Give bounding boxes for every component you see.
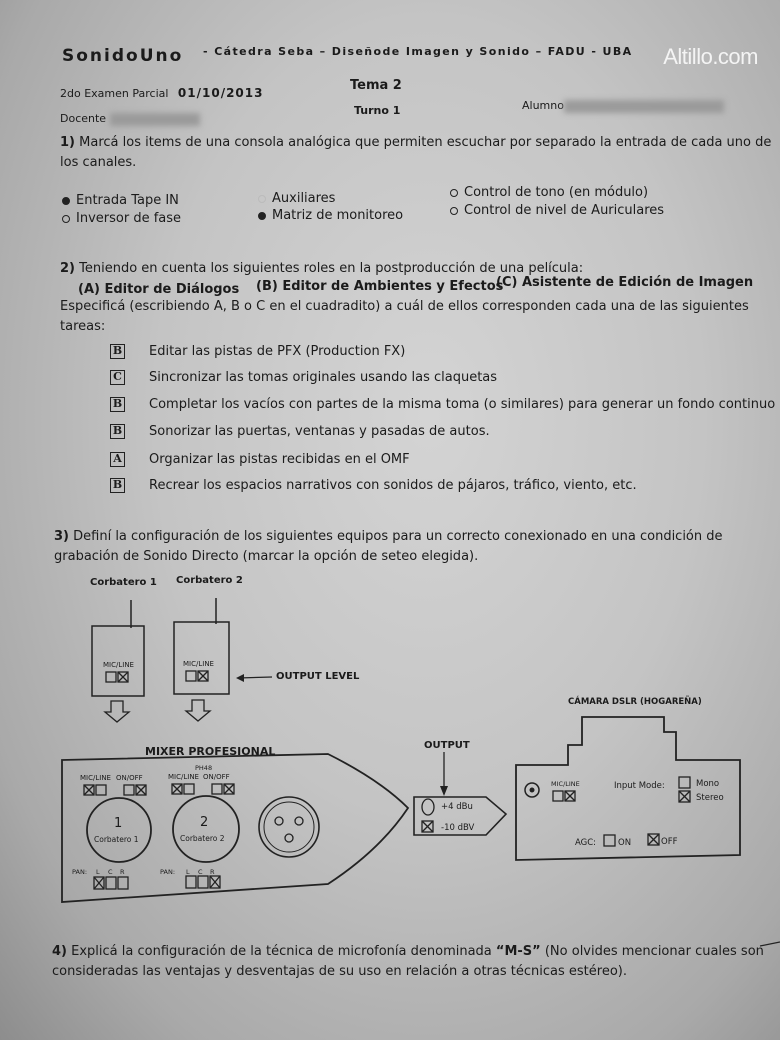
output-level-label: OUTPUT LEVEL: [276, 671, 360, 682]
tema: Tema 2: [350, 78, 402, 93]
svg-text:ON/OFF: ON/OFF: [203, 773, 230, 781]
answer-box[interactable]: A: [110, 452, 125, 467]
corbatero-1-label: Corbatero 1: [90, 577, 157, 588]
q1-option-inversor-fase[interactable]: Inversor de fase: [62, 211, 181, 226]
turno: Turno 1: [354, 104, 401, 117]
q1-option-control-tono[interactable]: Control de tono (en módulo): [450, 185, 648, 200]
role-c: (C) Asistente de Edición de Imagen: [496, 275, 754, 290]
svg-text:MIC/LINE: MIC/LINE: [103, 661, 134, 669]
checkbox[interactable]: [212, 784, 222, 794]
pan-l[interactable]: [186, 876, 196, 888]
svg-text:PAN:: PAN:: [160, 868, 176, 876]
svg-text:OFF: OFF: [661, 837, 678, 847]
task-row: A Organizar las pistas recibidas en el OMF: [110, 452, 410, 467]
checkbox[interactable]: [96, 785, 106, 795]
svg-text:MIC/LINE: MIC/LINE: [80, 774, 111, 782]
svg-text:PAN:: PAN:: [72, 868, 88, 876]
brand-title: SonidoUno: [62, 46, 184, 66]
svg-text:1: 1: [114, 816, 123, 831]
svg-text:Input Mode:: Input Mode:: [614, 781, 665, 791]
question-1: 1) Marcá los items de una consola analógica que permiten escuchar por separado la entrada de cada uno de los canales.: [60, 135, 772, 170]
exam-label: 2do Examen Parcial 01/10/2013: [60, 86, 264, 100]
svg-text:PH48: PH48: [195, 764, 213, 772]
answer-box[interactable]: B: [110, 344, 125, 359]
task-row: B Sonorizar las puertas, ventanas y pasadas de autos.: [110, 424, 490, 439]
role-b: (B) Editor de Ambientes y Efectos: [256, 279, 504, 294]
svg-text:-10 dBV: -10 dBV: [441, 823, 475, 833]
answer-box[interactable]: B: [110, 397, 125, 412]
q2-instructions: Especificá (escribiendo A, B o C en el cuadradito) a cuál de ellos corresponden cada una de las siguientes tareas:: [60, 299, 749, 334]
svg-text:L: L: [186, 868, 190, 876]
svg-text:Corbatero 1: Corbatero 1: [94, 835, 139, 844]
checkbox[interactable]: [106, 672, 116, 682]
svg-text:C: C: [198, 868, 203, 876]
camera-title: CÁMARA DSLR (HOGAREÑA): [568, 697, 702, 707]
svg-text:MIC/LINE: MIC/LINE: [551, 780, 580, 788]
corbatero-2-label: Corbatero 2: [176, 575, 243, 586]
checkbox[interactable]: [186, 671, 196, 681]
svg-text:ON/OFF: ON/OFF: [116, 774, 143, 782]
svg-text:L: L: [96, 868, 100, 876]
svg-text:R: R: [120, 868, 125, 876]
svg-text:ON: ON: [618, 838, 632, 848]
question-2: 2) Teniendo en cuenta los siguientes roles en la postproducción de una película:: [60, 261, 584, 276]
checkbox[interactable]: [553, 791, 563, 801]
task-row: B Completar los vacíos con partes de la misma toma (o similares) para generar un fondo continuo: [110, 397, 775, 412]
exam-date: 01/10/2013: [177, 86, 264, 100]
task-row: B Recrear los espacios narrativos con sonidos de pájaros, tráfico, viento, etc.: [110, 478, 637, 493]
svg-text:R: R: [210, 868, 215, 876]
svg-text:MIC/LINE: MIC/LINE: [168, 773, 199, 781]
mixer-title: MIXER PROFESIONAL: [145, 745, 276, 758]
task-row: C Sincronizar las tomas originales usando las claquetas: [110, 370, 497, 385]
checkbox[interactable]: [124, 785, 134, 795]
svg-text:Stereo: Stereo: [696, 793, 724, 803]
svg-text:2: 2: [200, 815, 209, 830]
svg-text:Corbatero 2: Corbatero 2: [180, 834, 225, 843]
svg-text:+4 dBu: +4 dBu: [441, 802, 473, 812]
q1-option-tape-in[interactable]: Entrada Tape IN: [62, 193, 179, 208]
course-subtitle: - Cátedra Seba – Diseñode Imagen y Sonido – FADU - UBA: [203, 45, 633, 58]
agc-on-checkbox[interactable]: [604, 835, 615, 846]
pan-c[interactable]: [106, 877, 116, 889]
docente-field: Docente: [60, 112, 200, 126]
question-3: 3) Definí la configuración de los siguientes equipos para un correcto conexionado en una condición de grabación de Sonido Directo (marcar la opción de seteo elegida).: [54, 529, 723, 564]
answer-box[interactable]: B: [110, 478, 125, 493]
svg-text:AGC:: AGC:: [575, 838, 597, 848]
q1-option-matriz-monitoreo[interactable]: Matriz de monitoreo: [258, 208, 403, 223]
transmitter-2: [174, 598, 229, 694]
output-plus4-circle[interactable]: [422, 799, 434, 815]
svg-text:Mono: Mono: [696, 779, 720, 789]
watermark: Altillo.com: [663, 44, 758, 69]
down-arrow-icon: [105, 701, 129, 722]
svg-text:C: C: [108, 868, 113, 876]
svg-text:MIC/LINE: MIC/LINE: [183, 660, 214, 668]
question-4: 4) Explicá la configuración de la técnica de microfonía denominada “M-S” (No olvides mencionar cuales son consideradas las ventajas y desventajas de su uso en relación a otras técnicas estéreo).: [52, 944, 764, 979]
output-label: OUTPUT: [424, 740, 470, 751]
q1-option-nivel-auriculares[interactable]: Control de nivel de Auriculares: [450, 203, 664, 218]
alumno-field: Alumno: [522, 99, 724, 113]
answer-box[interactable]: B: [110, 424, 125, 439]
answer-box[interactable]: C: [110, 370, 125, 385]
checkbox[interactable]: [184, 784, 194, 794]
pan-c[interactable]: [198, 876, 208, 888]
pan-r[interactable]: [118, 877, 128, 889]
mono-checkbox[interactable]: [679, 777, 690, 788]
q1-option-auxiliares[interactable]: Auxiliares: [258, 191, 335, 206]
xlr-connector-icon: [259, 797, 319, 857]
down-arrow-icon: [186, 700, 210, 721]
task-row: B Editar las pistas de PFX (Production FX): [110, 344, 405, 359]
role-a: (A) Editor de Diálogos: [78, 282, 240, 297]
